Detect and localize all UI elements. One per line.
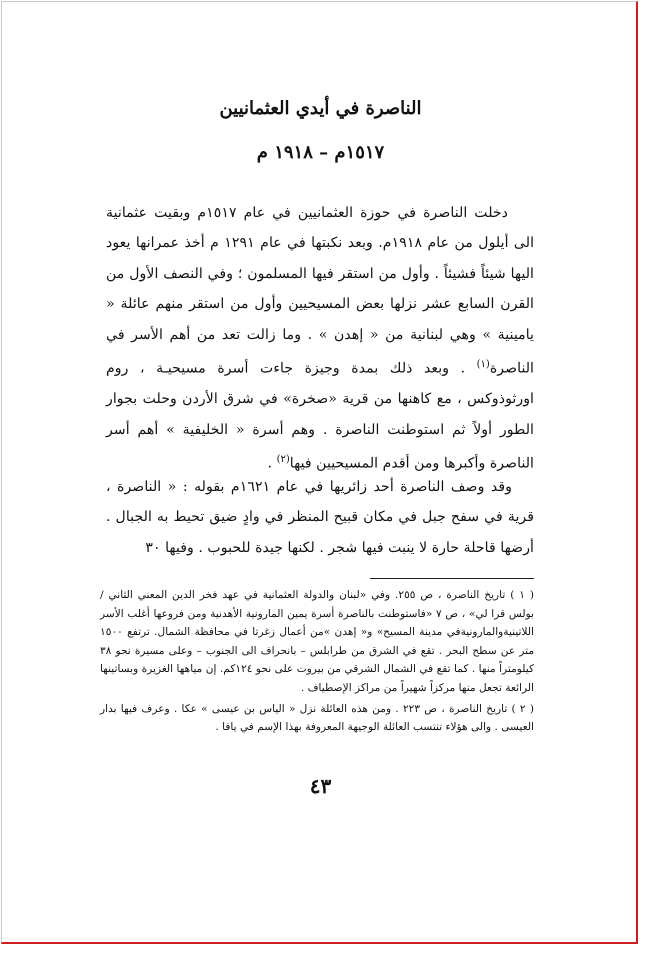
document-page (2, 2, 639, 945)
page-number: ٤٣ (309, 774, 332, 798)
body-paragraph-1 (106, 198, 534, 479)
page-frame (1, 1, 638, 944)
page-title: الناصرة في أيدي العثمانيين (219, 98, 422, 119)
footnotes (100, 586, 534, 737)
page-subtitle: ١٥١٧م – ١٩١٨ م (256, 142, 385, 163)
footnote-divider (370, 578, 534, 579)
body-paragraph-2: وقد وصف الناصرة أحد زائريها في عام ١٦٢١م بقوله : « الناصرة ، قرية في سفح جبل في مكان قبيح المنظر في وادٍ ضيق تحيط به الجبال . أرضها قاحلة حارة لا ينبت فيها شجر . لكنها جيدة للحبوب . وفيها ٣٠ (106, 479, 534, 556)
footnote-ref-2: (٢) (276, 453, 290, 465)
paragraph-1-text-a: دخلت الناصرة في حوزة العثمانيين في عام ١٥١٧م وبقيت عثمانية الى أيلول من عام ١٩١٨م. وبعد نكبتها في عام ١٢٩١ م أخذ عمرانها يعود اليها شيئاً فشيئاً . وأول من استقر فيها المسلمون ؛ وفي النصف الأول من القرن السابع عشر نزلها بعض المسيحيين وأول من استقر منهم عائلة « يامينية » وهي لبنانية من « إهدن » . وما زالت تعد من أهم الأسر في الناصرة (106, 205, 535, 377)
paragraph-1-text-b: . وبعد ذلك بمدة وجيزة جاءت أسرة مسيحيـة ، روم اورثوذوكس ، مع كاهنها من قرية «صخرة» في شرق الأردن وحلت بجوار الطور أولاً ثم استوطنت الناصرة . وهم أسرة « الخليفية » أهم أسر الناصرة وأكبرها ومن أقدم المسيحيين فيها (106, 360, 534, 472)
footnote-2: ( ٢ ) تاريخ الناصرة ، ص ٢٢٣ . ومن هذه العائلة نزل « الياس بن عيسى » عكا . وعرف فيها بدار العيسى . والى هؤلاء تنتسب العائلة الوجيهة المعروفة بهذا الإسم في يافا . (100, 702, 534, 734)
footnote-ref-1: (١) (476, 359, 490, 371)
footnote-1: ( ١ ) تاريخ الناصرة ، ص ٢٥٥. وفي «لبنان والدولة العثمانية في عهد فخر الدين المعني الثاني / بولس قرا لي» ، ص ٧ «فاستوطنت بالناصرة أسرة يمين المارونية الأهدنية ومن فروعها أغلب الأسر اللاتينيةوالمارونيةفي مدينة المسيح» و« إهدن »من أعمال زغرتا في محافظة الشمال. ترتفع ١٥٠٠ متر عن سطح البحر . تقع في الشرق من طرابلس – بانحراف الى الجنوب – وعلى مسيرة نحو ٣٨ كيلومتراً منها . كما تقع في الشمال الشرقي من بيروت على نحو ١٢٤كم. إن مياهها الغزيرة وبساتينها الرائعة تجعل منها مركزاً شهيراً من مراكز الإصطياف . (100, 589, 534, 694)
paragraph-1-text-end: . (267, 455, 277, 472)
